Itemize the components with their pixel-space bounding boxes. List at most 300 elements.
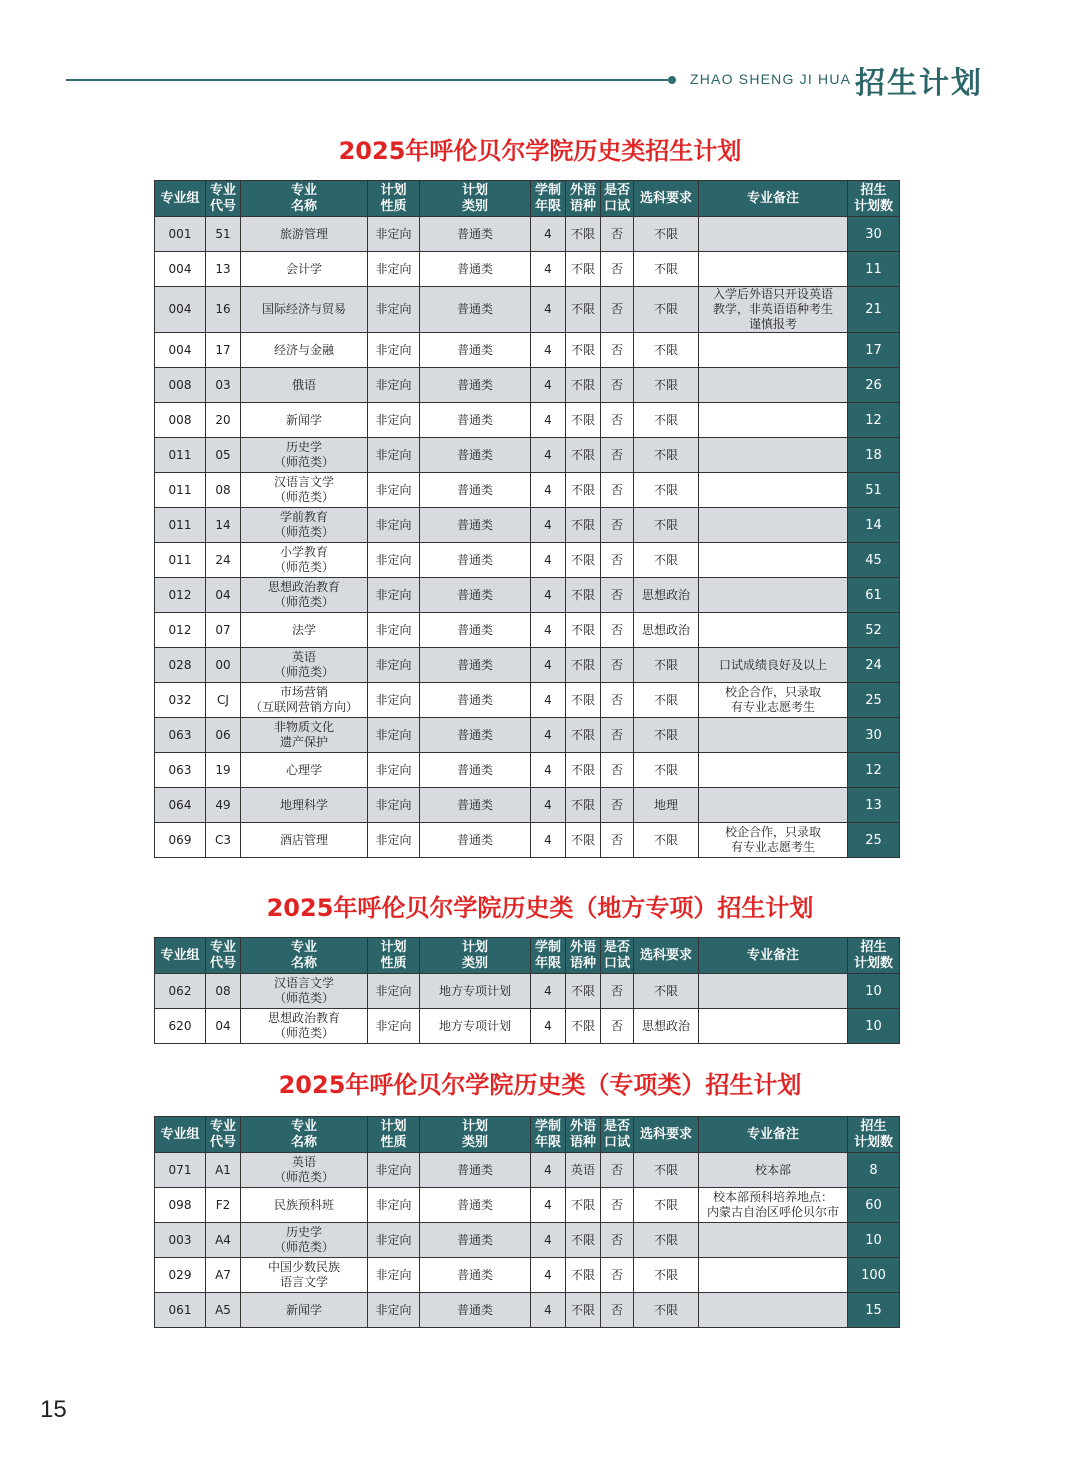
code-cell: 16 [206,287,241,333]
oral-cell: 否 [601,683,634,718]
note-cell: 校企合作，只录取 有专业志愿考生 [699,823,848,858]
count-cell: 15 [848,1293,900,1328]
oral-cell: 否 [601,823,634,858]
code-cell: 04 [206,578,241,613]
nature-cell: 非定向 [368,287,420,333]
language-cell: 不限 [566,578,601,613]
group-cell: 032 [155,683,206,718]
header-title: 招生计划 [855,66,983,101]
code-cell: 17 [206,333,241,368]
count-cell: 30 [848,217,900,252]
language-cell: 不限 [566,287,601,333]
nature-cell: 非定向 [368,403,420,438]
language-cell: 不限 [566,753,601,788]
oral-cell: 否 [601,333,634,368]
language-cell: 不限 [566,1009,601,1044]
language-cell: 不限 [566,1293,601,1328]
subject-cell: 不限 [634,1258,699,1293]
header-pinyin: ZHAO SHENG JI HUA [690,71,852,87]
column-header-note: 专业备注 [699,181,848,217]
note-cell [699,252,848,287]
category-cell: 普通类 [420,823,531,858]
years-cell: 4 [531,648,566,683]
category-cell: 地方专项计划 [420,974,531,1009]
note-cell [699,508,848,543]
years-cell: 4 [531,753,566,788]
count-cell: 60 [848,1188,900,1223]
column-header-subject: 选科要求 [634,181,699,217]
code-cell: 08 [206,473,241,508]
name-cell: 心理学 [241,753,368,788]
table-row [155,823,900,858]
column-header-language: 外语 语种 [566,1117,601,1153]
nature-cell: 非定向 [368,718,420,753]
name-cell: 新闻学 [241,1293,368,1328]
language-cell: 不限 [566,1258,601,1293]
note-cell [699,578,848,613]
name-cell: 历史学 （师范类） [241,1223,368,1258]
count-cell: 17 [848,333,900,368]
oral-cell: 否 [601,1153,634,1188]
language-cell: 不限 [566,252,601,287]
count-cell: 18 [848,438,900,473]
language-cell: 不限 [566,508,601,543]
language-cell: 不限 [566,974,601,1009]
nature-cell: 非定向 [368,1258,420,1293]
name-cell: 汉语言文学 （师范类） [241,974,368,1009]
group-cell: 063 [155,753,206,788]
years-cell: 4 [531,473,566,508]
category-cell: 普通类 [420,578,531,613]
code-cell: 04 [206,1009,241,1044]
count-cell: 45 [848,543,900,578]
group-cell: 011 [155,543,206,578]
note-cell [699,1293,848,1328]
oral-cell: 否 [601,1188,634,1223]
oral-cell: 否 [601,287,634,333]
language-cell: 不限 [566,368,601,403]
group-cell: 001 [155,217,206,252]
code-cell: A4 [206,1223,241,1258]
name-cell: 学前教育 （师范类） [241,508,368,543]
count-cell: 13 [848,788,900,823]
note-cell [699,718,848,753]
code-cell: 06 [206,718,241,753]
column-header-group: 专业组 [155,1117,206,1153]
table-row [155,578,900,613]
language-cell: 不限 [566,1188,601,1223]
oral-cell: 否 [601,648,634,683]
table-row [155,508,900,543]
table-row [155,403,900,438]
subject-cell: 不限 [634,648,699,683]
language-cell: 不限 [566,473,601,508]
years-cell: 4 [531,287,566,333]
code-cell: 14 [206,508,241,543]
code-cell: F2 [206,1188,241,1223]
subject-cell: 不限 [634,1188,699,1223]
count-cell: 11 [848,252,900,287]
group-cell: 008 [155,403,206,438]
oral-cell: 否 [601,543,634,578]
group-cell: 011 [155,473,206,508]
table-row [155,252,900,287]
code-cell: A7 [206,1258,241,1293]
years-cell: 4 [531,1153,566,1188]
note-cell [699,438,848,473]
page-number: 15 [40,1396,67,1423]
count-cell: 61 [848,578,900,613]
count-cell: 25 [848,823,900,858]
name-cell: 酒店管理 [241,823,368,858]
count-cell: 52 [848,613,900,648]
note-cell [699,613,848,648]
name-cell: 英语 （师范类） [241,648,368,683]
language-cell: 不限 [566,333,601,368]
group-cell: 071 [155,1153,206,1188]
note-cell [699,788,848,823]
name-cell: 地理科学 [241,788,368,823]
group-cell: 012 [155,578,206,613]
years-cell: 4 [531,974,566,1009]
language-cell: 不限 [566,438,601,473]
category-cell: 普通类 [420,1293,531,1328]
subject-cell: 不限 [634,543,699,578]
subject-cell: 不限 [634,368,699,403]
table-row [155,333,900,368]
column-header-count: 招生 计划数 [848,181,900,217]
group-cell: 004 [155,287,206,333]
group-cell: 029 [155,1258,206,1293]
nature-cell: 非定向 [368,252,420,287]
years-cell: 4 [531,1009,566,1044]
table-row [155,648,900,683]
name-cell: 小学教育 （师范类） [241,543,368,578]
nature-cell: 非定向 [368,368,420,403]
note-cell [699,1009,848,1044]
subject-cell: 不限 [634,252,699,287]
count-cell: 10 [848,974,900,1009]
name-cell: 会计学 [241,252,368,287]
table-row [155,473,900,508]
table-row [155,1223,900,1258]
nature-cell: 非定向 [368,788,420,823]
group-cell: 004 [155,333,206,368]
oral-cell: 否 [601,217,634,252]
subject-cell: 思想政治 [634,1009,699,1044]
code-cell: C3 [206,823,241,858]
column-header-language: 外语 语种 [566,938,601,974]
oral-cell: 否 [601,1293,634,1328]
column-header-oral: 是否 口试 [601,1117,634,1153]
count-cell: 10 [848,1009,900,1044]
name-cell: 市场营销 （互联网营销方向） [241,683,368,718]
subject-cell: 不限 [634,1153,699,1188]
name-cell: 英语 （师范类） [241,1153,368,1188]
category-cell: 普通类 [420,473,531,508]
category-cell: 普通类 [420,217,531,252]
count-cell: 30 [848,718,900,753]
language-cell: 不限 [566,718,601,753]
years-cell: 4 [531,333,566,368]
years-cell: 4 [531,578,566,613]
code-cell: A1 [206,1153,241,1188]
code-cell: CJ [206,683,241,718]
table-row [155,287,900,333]
table-row [155,1188,900,1223]
count-cell: 14 [848,508,900,543]
column-header-category: 计划 类别 [420,181,531,217]
column-header-group: 专业组 [155,181,206,217]
category-cell: 普通类 [420,613,531,648]
note-cell: 校本部预科培养地点： 内蒙古自治区呼伦贝尔市 [699,1188,848,1223]
name-cell: 思想政治教育 （师范类） [241,1009,368,1044]
category-cell: 地方专项计划 [420,1009,531,1044]
code-cell: 07 [206,613,241,648]
oral-cell: 否 [601,403,634,438]
name-cell: 旅游管理 [241,217,368,252]
oral-cell: 否 [601,974,634,1009]
name-cell: 中国少数民族 语言文学 [241,1258,368,1293]
years-cell: 4 [531,438,566,473]
category-cell: 普通类 [420,543,531,578]
oral-cell: 否 [601,613,634,648]
column-header-category: 计划 类别 [420,938,531,974]
category-cell: 普通类 [420,403,531,438]
nature-cell: 非定向 [368,648,420,683]
code-cell: 49 [206,788,241,823]
nature-cell: 非定向 [368,613,420,648]
count-cell: 26 [848,368,900,403]
column-header-oral: 是否 口试 [601,938,634,974]
group-cell: 028 [155,648,206,683]
nature-cell: 非定向 [368,508,420,543]
table-header-row [155,938,900,974]
nature-cell: 非定向 [368,1009,420,1044]
nature-cell: 非定向 [368,753,420,788]
subject-cell: 不限 [634,974,699,1009]
category-cell: 普通类 [420,333,531,368]
category-cell: 普通类 [420,788,531,823]
column-header-subject: 选科要求 [634,938,699,974]
column-header-subject: 选科要求 [634,1117,699,1153]
oral-cell: 否 [601,578,634,613]
section-title-1: 2025年呼伦贝尔学院历史类招生计划 [338,137,742,165]
subject-cell: 思想政治 [634,578,699,613]
subject-cell: 思想政治 [634,613,699,648]
code-cell: 00 [206,648,241,683]
name-cell: 法学 [241,613,368,648]
column-header-note: 专业备注 [699,1117,848,1153]
note-cell: 校本部 [699,1153,848,1188]
table-row [155,1153,900,1188]
nature-cell: 非定向 [368,1293,420,1328]
oral-cell: 否 [601,252,634,287]
table-row [155,974,900,1009]
column-header-years: 学制 年限 [531,181,566,217]
oral-cell: 否 [601,788,634,823]
column-header-code: 专业 代号 [206,1117,241,1153]
group-cell: 012 [155,613,206,648]
language-cell: 不限 [566,648,601,683]
group-cell: 003 [155,1223,206,1258]
note-cell [699,333,848,368]
table-row [155,438,900,473]
note-cell: 入学后外语只开设英语 教学，非英语语种考生 谨慎报考 [699,287,848,333]
years-cell: 4 [531,217,566,252]
note-cell [699,1258,848,1293]
subject-cell: 不限 [634,823,699,858]
count-cell: 12 [848,753,900,788]
column-header-name: 专业 名称 [241,1117,368,1153]
code-cell: 03 [206,368,241,403]
category-cell: 普通类 [420,683,531,718]
table-row [155,543,900,578]
table-row [155,217,900,252]
group-cell: 064 [155,788,206,823]
code-cell: 51 [206,217,241,252]
language-cell: 不限 [566,217,601,252]
group-cell: 069 [155,823,206,858]
nature-cell: 非定向 [368,438,420,473]
category-cell: 普通类 [420,252,531,287]
group-cell: 004 [155,252,206,287]
language-cell: 不限 [566,1223,601,1258]
code-cell: A5 [206,1293,241,1328]
category-cell: 普通类 [420,438,531,473]
oral-cell: 否 [601,1258,634,1293]
years-cell: 4 [531,543,566,578]
subject-cell: 不限 [634,718,699,753]
language-cell: 英语 [566,1153,601,1188]
language-cell: 不限 [566,823,601,858]
group-cell: 062 [155,974,206,1009]
subject-cell: 不限 [634,508,699,543]
group-cell: 063 [155,718,206,753]
header-rule [66,79,672,81]
note-cell [699,403,848,438]
language-cell: 不限 [566,788,601,823]
count-cell: 12 [848,403,900,438]
column-header-nature: 计划 性质 [368,938,420,974]
category-cell: 普通类 [420,1223,531,1258]
category-cell: 普通类 [420,1153,531,1188]
name-cell: 汉语言文学 （师范类） [241,473,368,508]
subject-cell: 地理 [634,788,699,823]
note-cell: 校企合作，只录取 有专业志愿考生 [699,683,848,718]
code-cell: 13 [206,252,241,287]
note-cell [699,974,848,1009]
language-cell: 不限 [566,543,601,578]
subject-cell: 不限 [634,217,699,252]
table-row [155,613,900,648]
group-cell: 008 [155,368,206,403]
table-row [155,683,900,718]
code-cell: 19 [206,753,241,788]
column-header-code: 专业 代号 [206,181,241,217]
plan-table-2 [154,937,900,1044]
nature-cell: 非定向 [368,543,420,578]
oral-cell: 否 [601,753,634,788]
nature-cell: 非定向 [368,683,420,718]
count-cell: 51 [848,473,900,508]
subject-cell: 不限 [634,403,699,438]
subject-cell: 不限 [634,333,699,368]
count-cell: 8 [848,1153,900,1188]
name-cell: 俄语 [241,368,368,403]
years-cell: 4 [531,823,566,858]
table-header-row [155,1117,900,1153]
category-cell: 普通类 [420,718,531,753]
column-header-code: 专业 代号 [206,938,241,974]
table-row [155,753,900,788]
column-header-note: 专业备注 [699,938,848,974]
years-cell: 4 [531,1188,566,1223]
name-cell: 民族预科班 [241,1188,368,1223]
group-cell: 011 [155,508,206,543]
note-cell [699,217,848,252]
years-cell: 4 [531,718,566,753]
group-cell: 011 [155,438,206,473]
code-cell: 08 [206,974,241,1009]
oral-cell: 否 [601,1223,634,1258]
oral-cell: 否 [601,718,634,753]
language-cell: 不限 [566,403,601,438]
subject-cell: 不限 [634,1223,699,1258]
count-cell: 24 [848,648,900,683]
oral-cell: 否 [601,473,634,508]
code-cell: 05 [206,438,241,473]
subject-cell: 不限 [634,683,699,718]
name-cell: 国际经济与贸易 [241,287,368,333]
group-cell: 061 [155,1293,206,1328]
code-cell: 24 [206,543,241,578]
category-cell: 普通类 [420,1188,531,1223]
note-cell [699,1223,848,1258]
nature-cell: 非定向 [368,473,420,508]
years-cell: 4 [531,613,566,648]
name-cell: 非物质文化 遗产保护 [241,718,368,753]
table-row [155,788,900,823]
column-header-group: 专业组 [155,938,206,974]
name-cell: 经济与金融 [241,333,368,368]
years-cell: 4 [531,508,566,543]
table-row [155,1009,900,1044]
name-cell: 新闻学 [241,403,368,438]
code-cell: 20 [206,403,241,438]
column-header-nature: 计划 性质 [368,181,420,217]
header-rule-dot [668,76,676,84]
table-row [155,1293,900,1328]
plan-table-1 [154,180,900,858]
subject-cell: 不限 [634,1293,699,1328]
column-header-name: 专业 名称 [241,181,368,217]
note-cell [699,473,848,508]
count-cell: 25 [848,683,900,718]
subject-cell: 不限 [634,473,699,508]
subject-cell: 不限 [634,438,699,473]
nature-cell: 非定向 [368,578,420,613]
count-cell: 21 [848,287,900,333]
category-cell: 普通类 [420,648,531,683]
language-cell: 不限 [566,613,601,648]
category-cell: 普通类 [420,287,531,333]
years-cell: 4 [531,252,566,287]
name-cell: 思想政治教育 （师范类） [241,578,368,613]
section-title-2: 2025年呼伦贝尔学院历史类（地方专项）招生计划 [266,894,814,922]
note-cell [699,368,848,403]
oral-cell: 否 [601,508,634,543]
